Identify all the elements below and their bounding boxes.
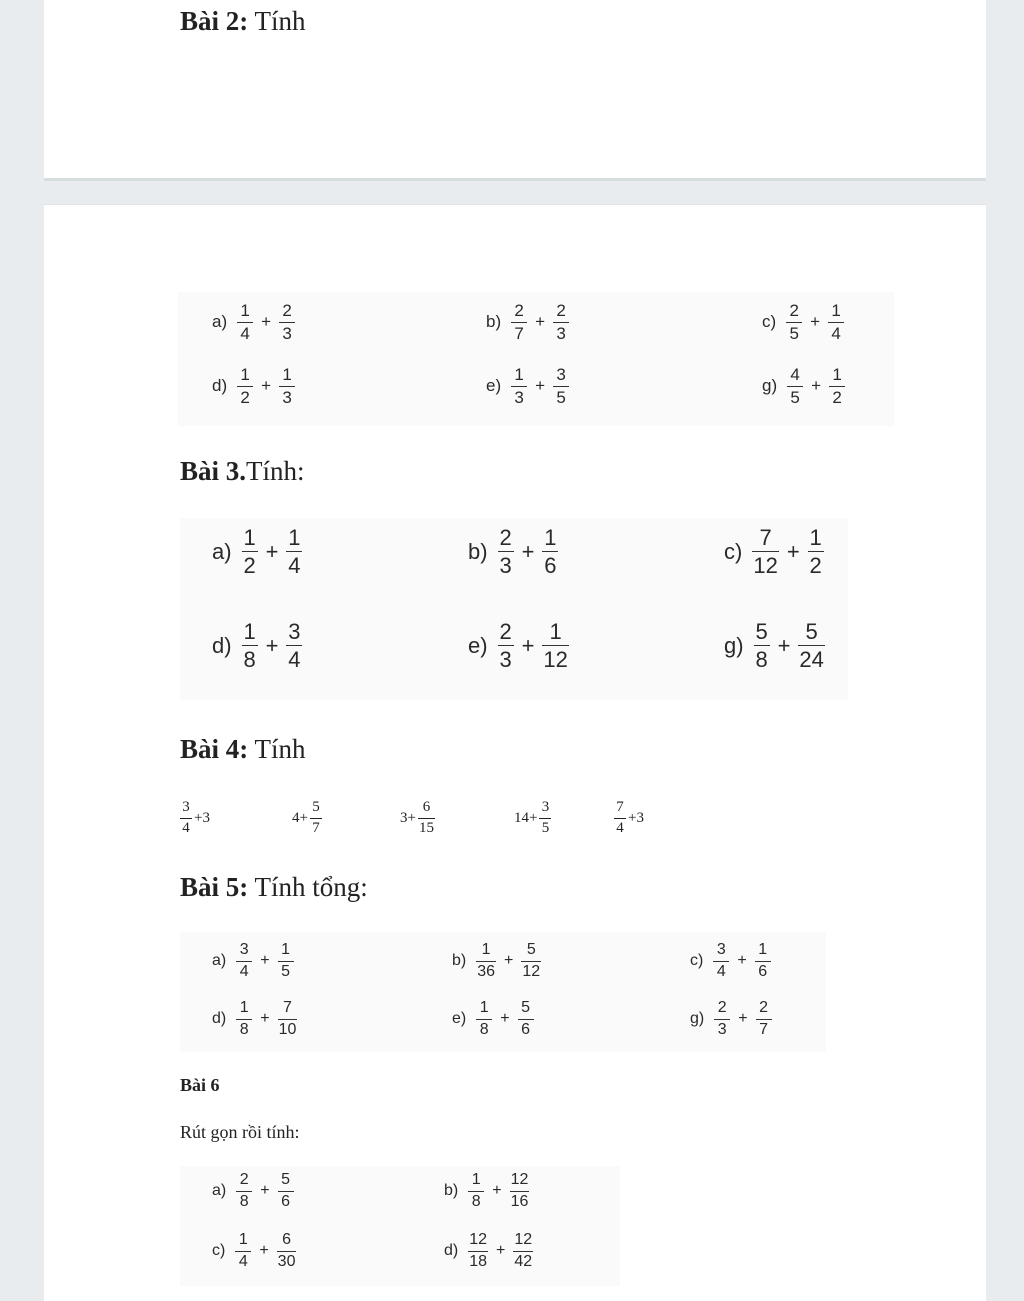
denominator: 5 [541, 819, 550, 836]
fraction-bar [235, 1251, 251, 1252]
plus-sign: + [496, 1242, 506, 1260]
numerator: 5 [805, 619, 818, 644]
bai5-item-g [690, 1000, 772, 1039]
numerator: 5 [312, 799, 320, 815]
denominator: 4 [239, 962, 249, 980]
fraction [498, 620, 514, 671]
item-label: a) [212, 952, 227, 970]
expression-suffix: +3 [628, 809, 644, 826]
fraction [476, 942, 496, 981]
fraction [180, 800, 192, 837]
fraction-bar [498, 551, 514, 552]
fraction-bar [787, 386, 803, 387]
fraction-bar [278, 961, 294, 962]
fraction-bar [798, 645, 824, 646]
bai2-item-e [486, 366, 569, 407]
fraction-bar [614, 818, 626, 819]
item-label: a) [212, 538, 232, 564]
item-label: e) [486, 376, 502, 396]
bai5-item-d [212, 1000, 297, 1039]
denominator: 7 [759, 1020, 769, 1038]
item-label: c) [724, 538, 743, 564]
denominator: 8 [243, 647, 256, 673]
fraction [713, 942, 729, 981]
fraction [279, 302, 295, 343]
fraction-bar [277, 1251, 297, 1252]
denominator: 4 [238, 1252, 248, 1270]
plus-sign: + [737, 952, 747, 970]
numerator: 12 [510, 1171, 529, 1188]
fraction [242, 620, 258, 671]
item-label: b) [486, 312, 502, 332]
bai5-item-b [452, 942, 541, 981]
denominator: 42 [514, 1252, 533, 1270]
fraction [614, 800, 626, 837]
denominator: 4 [288, 553, 301, 579]
item-label: c) [690, 952, 704, 970]
plus-sign: + [504, 952, 514, 970]
numerator: 1 [832, 365, 842, 384]
bai5-item-e [452, 1000, 534, 1039]
fraction [236, 1000, 252, 1039]
bai2-item-d [212, 366, 295, 407]
denominator: 3 [282, 387, 292, 407]
fraction-bar [236, 1191, 252, 1192]
denominator: 3 [499, 553, 512, 579]
numerator: 3 [541, 799, 550, 815]
fraction-bar [808, 551, 824, 552]
fraction-bar [513, 1251, 533, 1252]
numerator: 1 [240, 301, 250, 320]
numerator: 1 [758, 941, 768, 958]
fraction-bar [542, 551, 558, 552]
denominator: 5 [789, 323, 799, 343]
numerator: 3 [182, 799, 190, 815]
plus-sign: + [265, 632, 279, 658]
fraction [236, 1172, 252, 1211]
fraction [237, 302, 253, 343]
fraction [752, 526, 778, 577]
numerator: 1 [549, 619, 562, 644]
numerator: 2 [759, 999, 769, 1016]
fraction-bar [468, 1251, 488, 1252]
denominator: 4 [831, 323, 841, 343]
plus-sign: + [261, 312, 272, 332]
denominator: 12 [543, 647, 568, 673]
fraction [542, 526, 558, 577]
plus-sign: + [811, 376, 822, 396]
fraction [518, 1000, 534, 1039]
fraction-bar [511, 322, 527, 323]
plus-sign: + [261, 376, 272, 396]
fraction-bar [510, 1191, 530, 1192]
fraction [754, 620, 770, 671]
numerator: 1 [809, 525, 822, 550]
fraction [468, 1172, 484, 1211]
numerator: 7 [616, 799, 624, 815]
numerator: 2 [282, 301, 292, 320]
bai6-subtitle: Rút gọn rồi tính: [180, 1122, 300, 1142]
expression-prefix: 3+ [400, 809, 416, 826]
fraction [786, 302, 802, 343]
fraction-bar [468, 1191, 484, 1192]
numerator: 5 [755, 619, 768, 644]
item-label: b) [452, 952, 467, 970]
numerator: 3 [239, 941, 249, 958]
fraction-bar [511, 386, 527, 387]
fraction [277, 1232, 297, 1271]
plus-sign: + [492, 1182, 502, 1200]
bai6-heading: Bài 6 [180, 1075, 220, 1095]
numerator: 7 [759, 525, 772, 550]
denominator: 2 [832, 387, 842, 407]
fraction-bar [279, 386, 295, 387]
item-label: d) [212, 376, 228, 396]
fraction [468, 1232, 488, 1271]
fraction-bar [518, 1019, 534, 1020]
fraction-bar [286, 551, 302, 552]
denominator: 3 [514, 387, 524, 407]
item-label: g) [724, 632, 744, 658]
plus-sign: + [500, 1010, 510, 1028]
fraction [418, 800, 435, 837]
fraction-bar [829, 386, 845, 387]
fraction-bar [542, 645, 568, 646]
fraction [235, 1232, 251, 1271]
denominator: 4 [240, 323, 250, 343]
fraction-bar [278, 1191, 294, 1192]
denominator: 3 [556, 323, 566, 343]
item-label: c) [212, 1242, 226, 1260]
numerator: 1 [544, 525, 557, 550]
item-label: d) [212, 1010, 227, 1028]
bai5-item-c [690, 942, 771, 981]
fraction [476, 1000, 492, 1039]
fraction-bar [553, 386, 569, 387]
bai3-item-c [724, 526, 824, 577]
bai3-item-b [468, 526, 558, 577]
fraction [278, 1000, 298, 1039]
item-label: d) [444, 1242, 459, 1260]
numerator: 7 [283, 999, 292, 1016]
bai6-item-b [444, 1172, 529, 1211]
fraction [714, 1000, 730, 1039]
fraction-bar [476, 961, 496, 962]
numerator: 5 [521, 999, 531, 1016]
plus-sign: + [265, 538, 279, 564]
plus-sign: + [521, 632, 535, 658]
fraction-bar [553, 322, 569, 323]
fraction [756, 1000, 772, 1039]
numerator: 1 [238, 1231, 248, 1248]
fraction-bar [521, 961, 541, 962]
expression-prefix: 14+ [514, 809, 538, 826]
fraction [278, 942, 294, 981]
item-label: e) [452, 1010, 467, 1028]
bai3-item-g [724, 620, 825, 671]
numerator: 1 [239, 999, 249, 1016]
fraction [242, 526, 258, 577]
numerator: 6 [282, 1231, 292, 1248]
fraction [510, 1172, 530, 1211]
plus-sign: + [259, 1242, 269, 1260]
fraction-bar [286, 645, 302, 646]
numerator: 2 [556, 301, 566, 320]
plus-sign: + [810, 312, 821, 332]
bai5-heading: Bài 5: Tính tổng: [180, 872, 368, 902]
item-label: e) [468, 632, 488, 658]
bai6-item-a [212, 1172, 294, 1211]
fraction-bar [237, 322, 253, 323]
denominator: 12 [522, 962, 541, 980]
fraction-bar [310, 818, 322, 819]
fraction [787, 366, 803, 407]
numerator: 2 [514, 301, 524, 320]
bai4-expression [398, 800, 435, 837]
fraction [521, 942, 541, 981]
numerator: 2 [717, 999, 727, 1016]
fraction [286, 526, 302, 577]
bai3-item-d [212, 620, 302, 671]
numerator: 1 [471, 1171, 481, 1188]
denominator: 5 [790, 387, 800, 407]
fraction-bar [752, 551, 778, 552]
fraction [310, 800, 322, 837]
fraction [511, 302, 527, 343]
fraction-bar [476, 1019, 492, 1020]
fraction [278, 1172, 294, 1211]
denominator: 16 [510, 1192, 529, 1210]
denominator: 4 [182, 819, 190, 836]
fraction-bar [242, 551, 258, 552]
item-label: g) [762, 376, 778, 396]
fraction-bar [180, 818, 192, 819]
numerator: 5 [526, 941, 536, 958]
numerator: 12 [514, 1231, 533, 1248]
item-label: g) [690, 1010, 705, 1028]
numerator: 2 [239, 1171, 249, 1188]
numerator: 4 [790, 365, 800, 384]
denominator: 18 [469, 1252, 488, 1270]
plus-sign: + [260, 952, 270, 970]
plus-sign: + [260, 1010, 270, 1028]
bai2-item-b [486, 302, 569, 343]
fraction-bar [498, 645, 514, 646]
numerator: 1 [831, 301, 841, 320]
numerator: 1 [282, 365, 292, 384]
numerator: 3 [556, 365, 566, 384]
denominator: 4 [716, 962, 726, 980]
plus-sign: + [521, 538, 535, 564]
plus-sign: + [738, 1010, 748, 1028]
denominator: 4 [288, 647, 301, 673]
bai2-heading: Bài 2: Tính [180, 6, 306, 36]
fraction-bar [237, 386, 253, 387]
expression-suffix: +3 [194, 809, 210, 826]
item-label: d) [212, 632, 232, 658]
denominator: 15 [418, 819, 434, 836]
denominator: 8 [471, 1192, 481, 1210]
denominator: 8 [755, 647, 768, 673]
plus-sign: + [260, 1182, 270, 1200]
fraction [236, 942, 252, 981]
denominator: 6 [281, 1192, 291, 1210]
bai3-heading: Bài 3.Tính: [180, 456, 305, 486]
bai4-expression [180, 800, 212, 837]
denominator: 8 [479, 1020, 489, 1038]
numerator: 3 [716, 941, 726, 958]
bai2-item-g [762, 366, 845, 407]
bai6-item-c [212, 1232, 296, 1271]
denominator: 30 [277, 1252, 296, 1270]
fraction [539, 800, 551, 837]
fraction [553, 366, 569, 407]
fraction-bar [714, 1019, 730, 1020]
denominator: 3 [499, 647, 512, 673]
bai4-expression [614, 800, 646, 837]
denominator: 6 [544, 553, 557, 579]
denominator: 10 [278, 1020, 297, 1038]
denominator: 2 [809, 553, 822, 579]
denominator: 6 [758, 962, 768, 980]
fraction-bar [236, 961, 252, 962]
plus-sign: + [535, 312, 546, 332]
fraction [553, 302, 569, 343]
fraction-bar [756, 1019, 772, 1020]
fraction [755, 942, 771, 981]
denominator: 36 [477, 962, 496, 980]
denominator: 5 [281, 962, 291, 980]
denominator: 3 [717, 1020, 727, 1038]
denominator: 24 [799, 647, 824, 673]
fraction-bar [278, 1019, 298, 1020]
fraction-bar [786, 322, 802, 323]
numerator: 1 [514, 365, 524, 384]
bai4-heading: Bài 4: Tính [180, 734, 306, 764]
fraction [498, 526, 514, 577]
numerator: 1 [281, 941, 291, 958]
bai4-expression [512, 800, 551, 837]
numerator: 2 [499, 525, 512, 550]
fraction [542, 620, 568, 671]
fraction-bar [539, 818, 551, 819]
denominator: 3 [282, 323, 292, 343]
bai3-item-e [468, 620, 569, 671]
item-label: c) [762, 312, 777, 332]
fraction [286, 620, 302, 671]
bai4-expression [290, 800, 322, 837]
fraction-bar [242, 645, 258, 646]
fraction [829, 366, 845, 407]
item-label: b) [468, 538, 488, 564]
denominator: 8 [239, 1192, 249, 1210]
expression-prefix: 4+ [292, 809, 308, 826]
item-label: a) [212, 312, 228, 332]
bai2-item-c [762, 302, 844, 343]
numerator: 1 [288, 525, 301, 550]
fraction [828, 302, 844, 343]
numerator: 1 [479, 999, 489, 1016]
fraction-bar [713, 961, 729, 962]
fraction [798, 620, 824, 671]
bai6-item-d [444, 1232, 533, 1271]
numerator: 5 [281, 1171, 291, 1188]
fraction-bar [418, 818, 435, 819]
fraction-bar [828, 322, 844, 323]
fraction-bar [755, 961, 771, 962]
plus-sign: + [777, 632, 791, 658]
denominator: 12 [753, 553, 778, 579]
denominator: 2 [240, 387, 250, 407]
numerator: 1 [243, 619, 256, 644]
denominator: 6 [521, 1020, 531, 1038]
bai3-item-a [212, 526, 302, 577]
bai2-item-a [212, 302, 295, 343]
numerator: 2 [789, 301, 799, 320]
numerator: 1 [240, 365, 250, 384]
fraction [513, 1232, 533, 1271]
denominator: 5 [556, 387, 566, 407]
denominator: 4 [616, 819, 624, 836]
fraction-bar [279, 322, 295, 323]
numerator: 3 [288, 619, 301, 644]
fraction-bar [754, 645, 770, 646]
item-label: b) [444, 1182, 459, 1200]
plus-sign: + [535, 376, 546, 396]
numerator: 2 [499, 619, 512, 644]
numerator: 6 [422, 799, 431, 815]
fraction [279, 366, 295, 407]
denominator: 2 [243, 553, 256, 579]
bai5-item-a [212, 942, 294, 981]
denominator: 8 [239, 1020, 249, 1038]
numerator: 1 [481, 941, 491, 958]
item-label: a) [212, 1182, 227, 1200]
fraction [808, 526, 824, 577]
numerator: 12 [469, 1231, 488, 1248]
fraction-bar [236, 1019, 252, 1020]
fraction [511, 366, 527, 407]
denominator: 7 [312, 819, 320, 836]
plus-sign: + [786, 538, 800, 564]
denominator: 7 [514, 323, 524, 343]
numerator: 1 [243, 525, 256, 550]
fraction [237, 366, 253, 407]
